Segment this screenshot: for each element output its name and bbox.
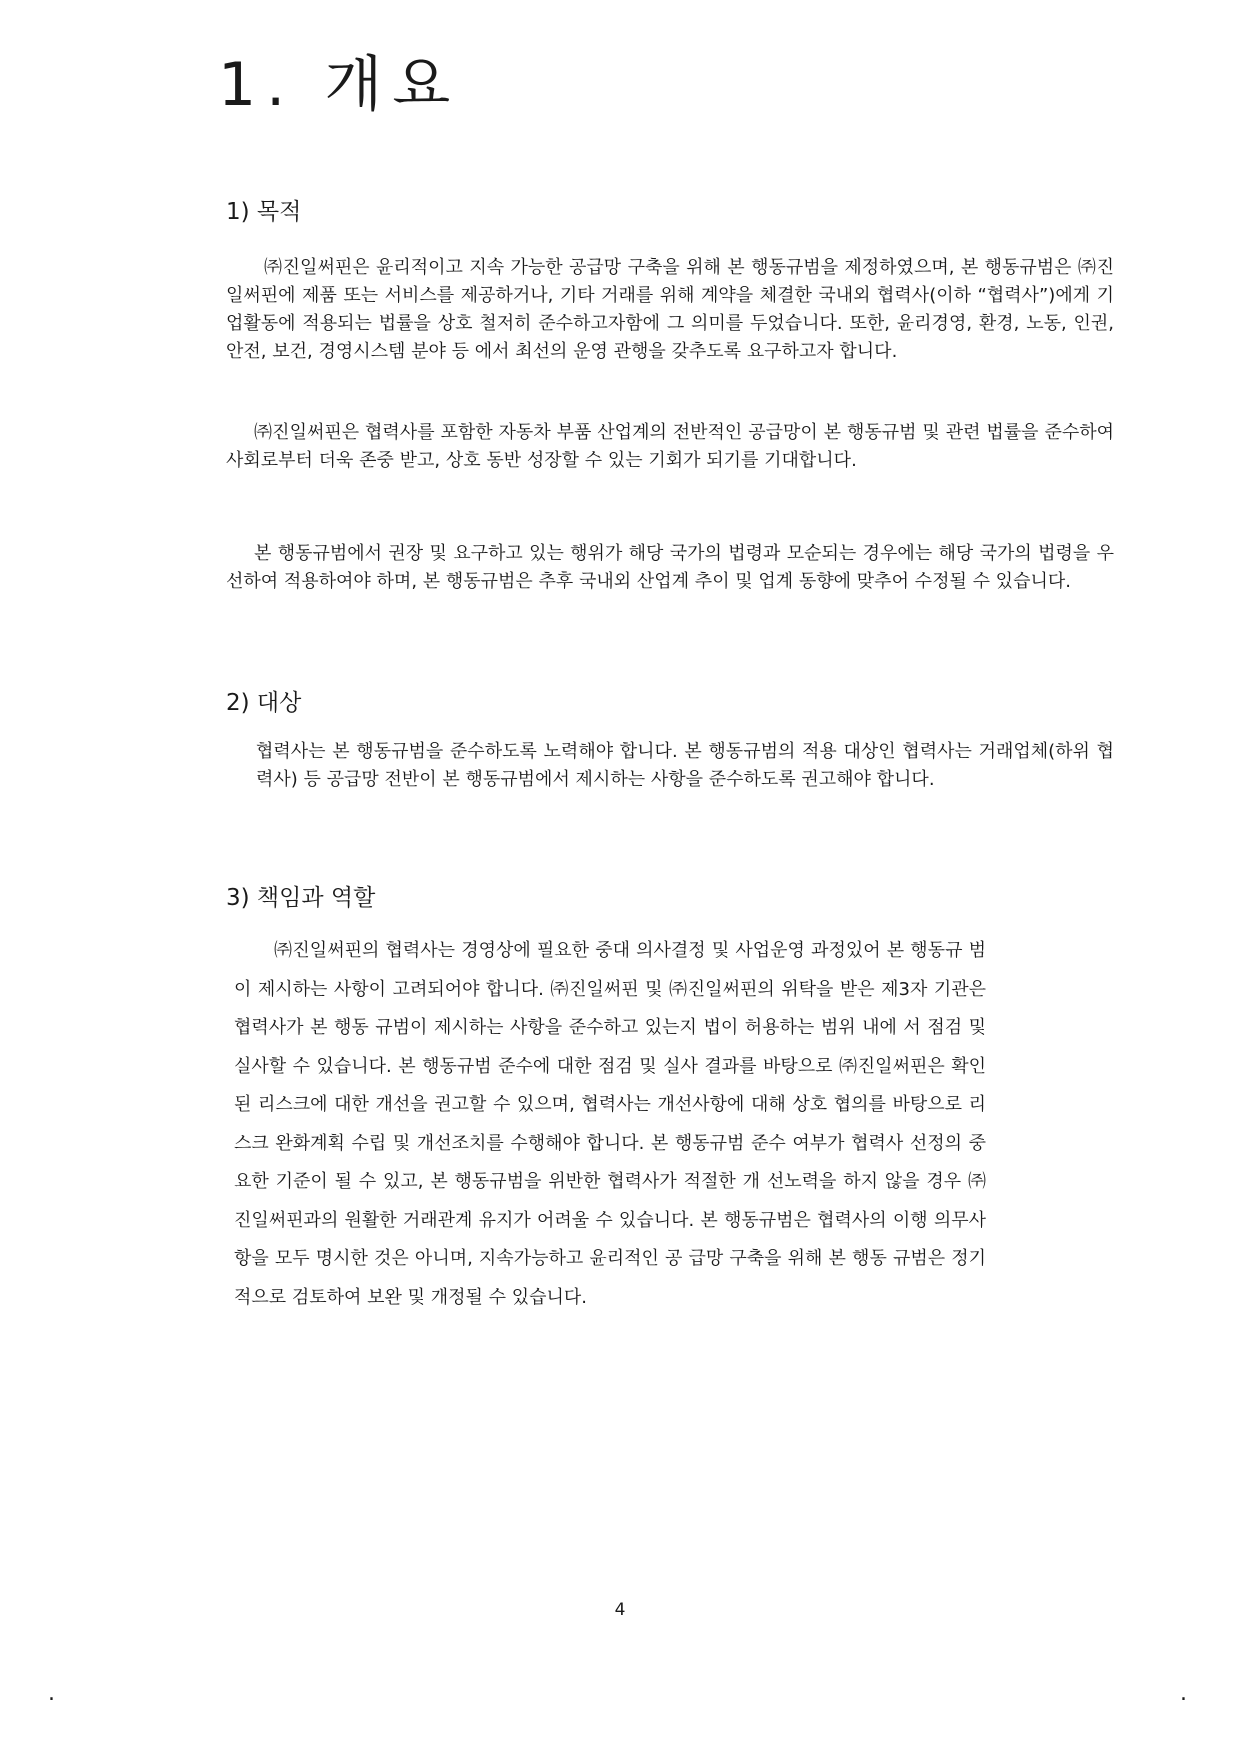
section-heading-responsibility: 3) 책임과 역할 xyxy=(226,885,376,911)
purpose-paragraph-3: 본 행동규범에서 권장 및 요구하고 있는 행위가 해당 국가의 법령과 모순되는 경우에는 해당 국가의 법령을 우선하여 적용하여야 하며, 본 행동규범은 추후 국내외 산업계 추이 및 업계 동향에 맞추어 수정될 수 있습니다. xyxy=(226,543,1114,592)
scope-paragraph: 협력사는 본 행동규범을 준수하도록 노력해야 합니다. 본 행동규범의 적용 대상인 협력사는 거래업체(하위 협력사) 등 공급망 전반이 본 행동규범에서 제시하는 사항을 준수하도록 권고해야 합니다. xyxy=(256,741,1114,790)
page-title: 1. 개요 xyxy=(218,50,461,120)
corner-mark-right: . xyxy=(1180,1681,1187,1706)
purpose-paragraph-2: ㈜진일써핀은 협력사를 포함한 자동차 부품 산업계의 전반적인 공급망이 본 행동규범 및 관련 법률을 준수하여 사회로부터 더욱 존중 받고, 상호 동반 성장할 수 있는 기회가 되기를 기대합니다. xyxy=(226,422,1114,471)
section-heading-scope: 2) 대상 xyxy=(226,690,302,716)
responsibility-paragraph: ㈜진일써핀의 협력사는 경영상에 필요한 중대 의사결정 및 사업운영 과정있어 본 행동규 범이 제시하는 사항이 고려되어야 합니다. ㈜진일써핀 및 ㈜진일써핀의 위탁을 받은 제3자 기관은 협력사가 본 행동 규범이 제시하는 사항을 준수하고 있는지 법이 허용하는 범위 내에 서 점검 및 실사할 수 있습니다. 본 행동규범 준수에 대한 점검 및 실사 결과를 바탕으로 ㈜진일써핀은 확인된 리스크에 대한 개선을 권고할 수 있으며, 협력사는 개선사항에 대해 상호 협의를 바탕으로 리스크 완화계획 수립 및 개선조치를 수행해야 합니다. 본 행동규범 준수 여부가 협력사 선정의 중요한 기준이 될 수 있고, 본 행동규범을 위반한 협력사가 적절한 개 선노력을 하지 않을 경우 ㈜진일써핀과의 원활한 거래관계 유지가 어려울 수 있습니다. 본 행동규범은 협력사의 이행 의무사항을 모두 명시한 것은 아니며, 지속가능하고 윤리적인 공 급망 구축을 위해 본 행동 규범은 정기적으로 검토하여 보완 및 개정될 수 있습니다. xyxy=(234,940,986,1308)
purpose-paragraph-1: ㈜진일써핀은 윤리적이고 지속 가능한 공급망 구축을 위해 본 행동규범을 제정하였으며, 본 행동규범은 ㈜진일써핀에 제품 또는 서비스를 제공하거나, 기타 거래를 위해 계약을 체결한 국내외 협력사(이하 “협력사”)에게 기업활동에 적용되는 법률을 상호 철저히 준수하고자함에 그 의미를 두었습니다. 또한, 윤리경영, 환경, 노동, 인권, 안전, 보건, 경영시스템 분야 등 에서 최선의 운영 관행을 갖추도록 요구하고자 합니다. xyxy=(226,257,1114,362)
corner-mark-left: . xyxy=(48,1681,55,1706)
section-heading-purpose: 1) 목적 xyxy=(226,199,302,225)
page-number: 4 xyxy=(614,1600,626,1620)
